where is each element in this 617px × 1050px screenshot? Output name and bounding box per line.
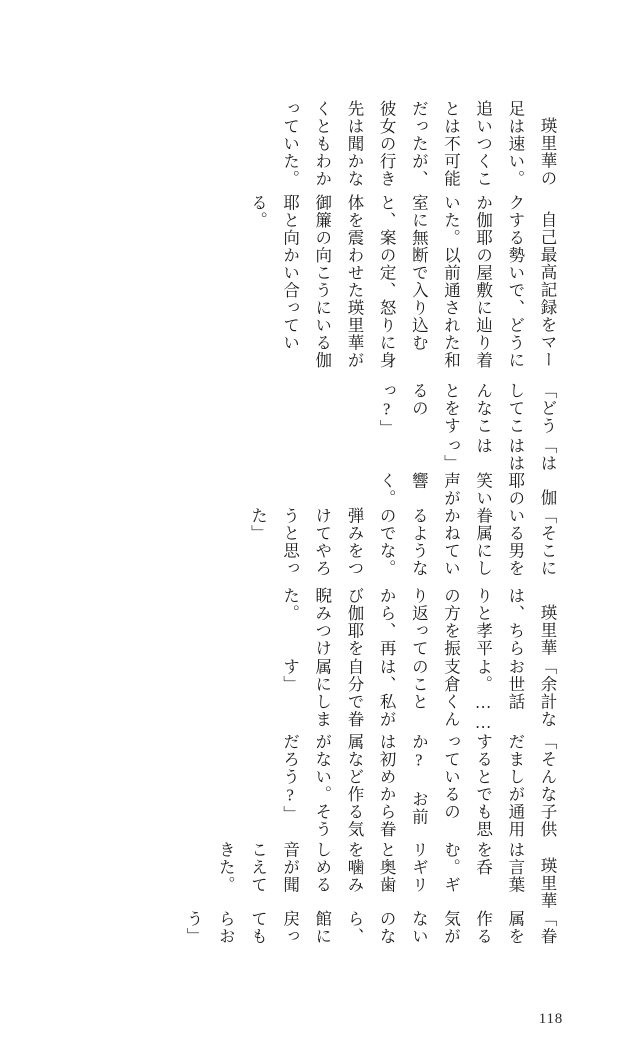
paragraph: 「ははははっ」 [441,437,557,473]
paragraph: 「そんな子供だましが通用するとでも思っているのか? お前は初めから眷属など作る気がない。そうだろう?」 [280,733,557,838]
paragraph: 自己最高記録をマークする勢いで、どうにか伽耶の屋敷に辿り着いた。以前通された和室に無断で入り込むと、案の定、怒りに身体を震わせた瑛里華が御簾の向こうにいる伽耶と向かい合っている。 [248,194,557,370]
paragraph: 瑛里華は、ちらりと孝平の方を振り返ってから、再び伽耶を睨みつけた。 [280,587,557,657]
page-text-body [70,100,563,960]
page-number: 118 [538,1011,563,1027]
paragraph: 瑛里華の足は速い。追いつくことは不可能だったが、彼女の行き先は聞かなくともわかっていた。 [280,100,557,188]
paragraph: 「そこにいる男を眷属にしかねているようなのでな。弾みをつけてやろうと思った」 [248,507,557,578]
paragraph: 「余計なお世話よ。……支倉くんのことは、私が自分で眷属にします」 [280,658,557,734]
paragraph: 「どうしてこんなことをするのっ?」 [377,382,557,438]
paragraph: 伽耶の笑い声が響く。 [377,472,557,508]
paragraph: 瑛里華は言葉を呑む。ギリギリと奥歯を噛みしめる音が聞こえてきた。 [216,840,557,910]
paragraph: 「眷属を作る気がないのなら、館に戻ってもらおう」 [184,909,557,945]
